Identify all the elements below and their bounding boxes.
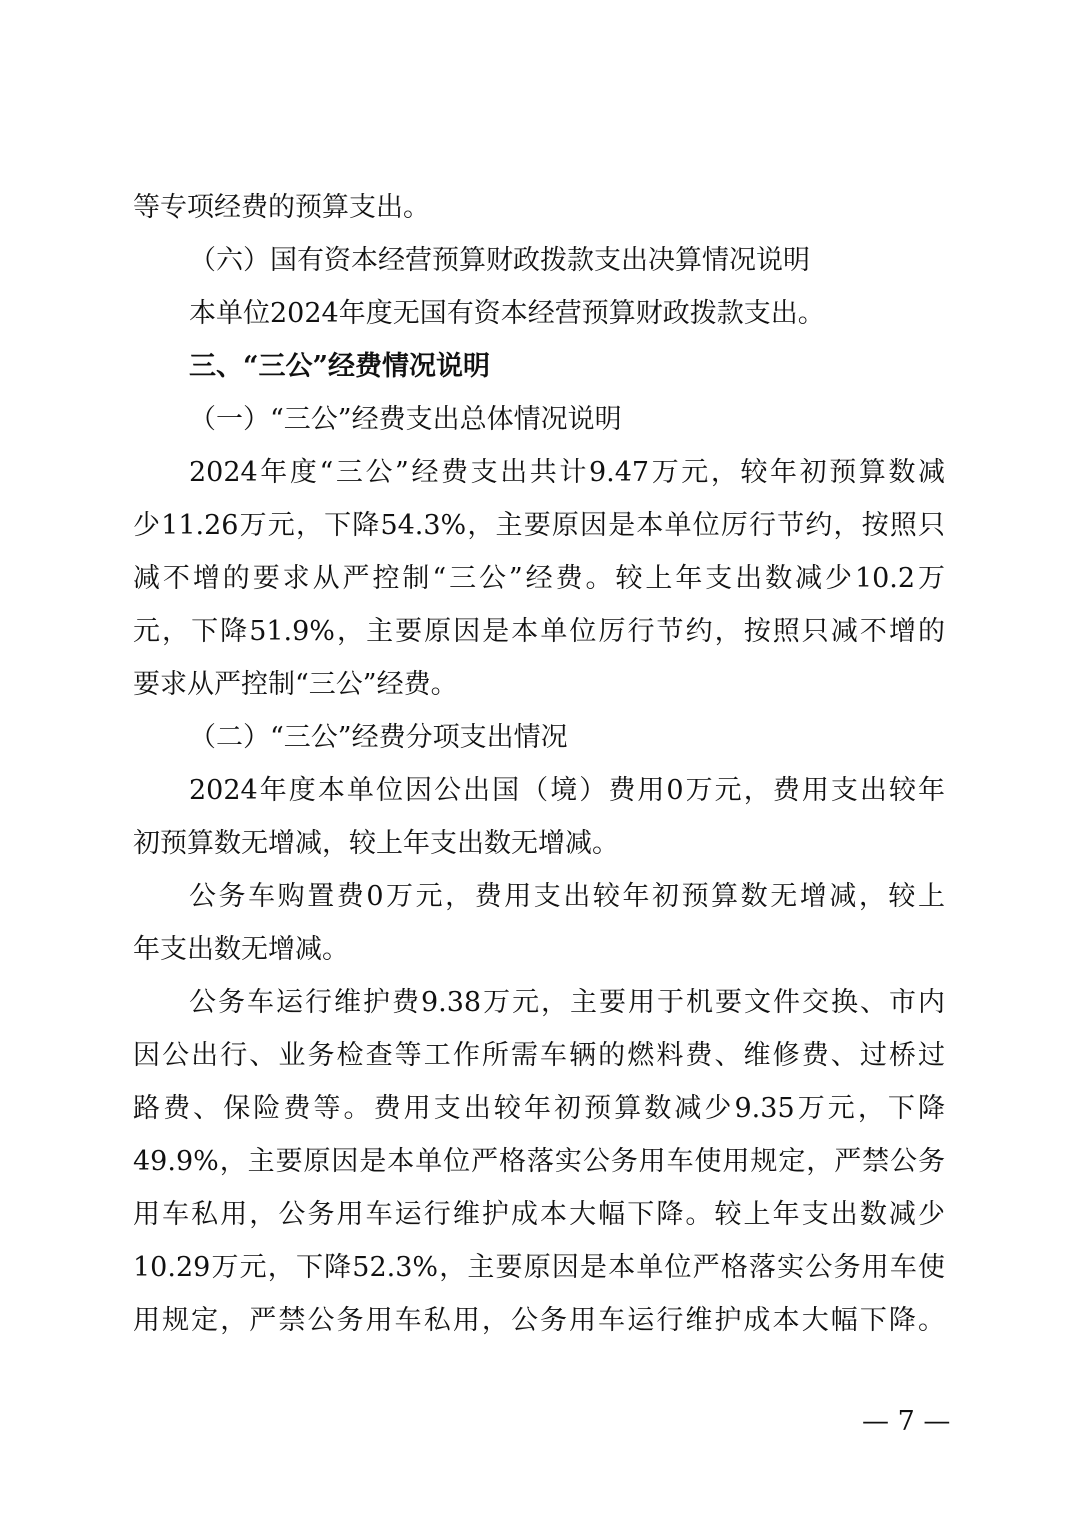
text-line: 年支出数无增减。 <box>133 934 349 965</box>
text-line: 49.9%，主要原因是本单位严格落实公务用车使用规定，严禁公务 <box>133 1146 945 1177</box>
text-line: 因公出行、业务检查等工作所需车辆的燃料费、维修费、过桥过 <box>133 1040 945 1071</box>
text-line: 少11.26万元，下降54.3%，主要原因是本单位厉行节约，按照只 <box>133 510 945 541</box>
section-heading: 三、“三公”经费情况说明 <box>189 351 491 382</box>
subsection-heading: （二）“三公”经费分项支出情况 <box>189 722 568 753</box>
subsection-heading: （六）国有资本经营预算财政拨款支出决算情况说明 <box>189 245 810 276</box>
text-line: 本单位2024年度无国有资本经营预算财政拨款支出。 <box>189 298 825 329</box>
page-number: — 7 — <box>862 1406 951 1437</box>
text-line: 2024年度“三公”经费支出共计9.47万元，较年初预算数减 <box>189 457 945 488</box>
text-line: 公务车运行维护费9.38万元，主要用于机要文件交换、市内 <box>189 987 945 1018</box>
text-line: 元，下降51.9%，主要原因是本单位厉行节约，按照只减不增的 <box>133 616 945 647</box>
text-line: 初预算数无增减，较上年支出数无增减。 <box>133 828 619 859</box>
text-line: 路费、保险费等。费用支出较年初预算数减少9.35万元，下降 <box>133 1093 945 1124</box>
text-line: 2024年度本单位因公出国（境）费用0万元，费用支出较年 <box>189 775 945 806</box>
document-body <box>133 181 945 1347</box>
text-line: 用车私用，公务用车运行维护成本大幅下降。较上年支出数减少 <box>133 1199 945 1230</box>
text-line: 等专项经费的预算支出。 <box>133 192 430 223</box>
text-line: 减不增的要求从严控制“三公”经费。较上年支出数减少10.2万 <box>133 563 945 594</box>
text-line: 要求从严控制“三公”经费。 <box>133 669 458 700</box>
text-line: 10.29万元，下降52.3%，主要原因是本单位严格落实公务用车使 <box>133 1252 945 1283</box>
text-line: 用规定，严禁公务用车私用，公务用车运行维护成本大幅下降。 <box>133 1305 945 1336</box>
subsection-heading: （一）“三公”经费支出总体情况说明 <box>189 404 622 435</box>
text-line: 公务车购置费0万元，费用支出较年初预算数无增减，较上 <box>189 881 945 912</box>
